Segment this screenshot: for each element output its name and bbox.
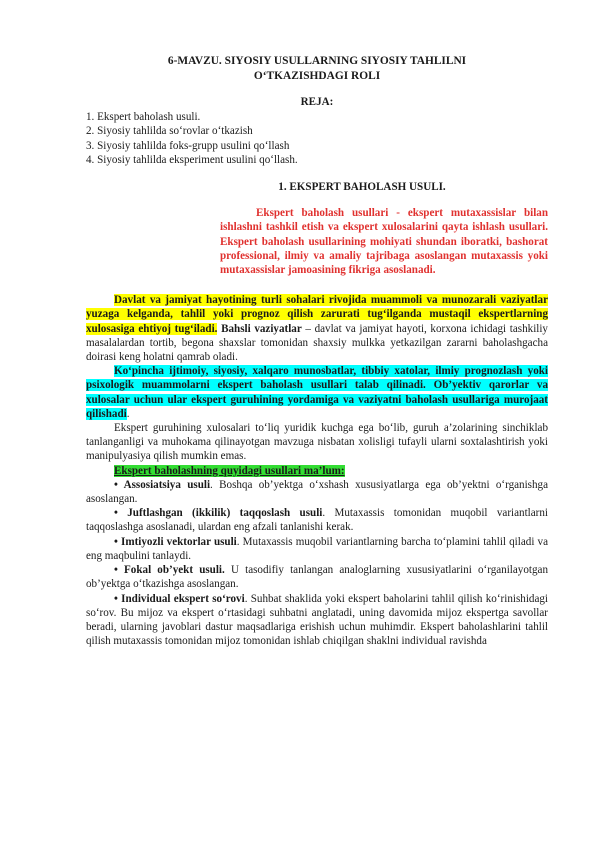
method-text: . Mutaxassis tomonidan muqobil variantlarni taqqoslashga asoslanadi, ulardan eng afzali tanlanishi kerak. <box>86 507 548 534</box>
title-line-2: O‘TKAZISHDAGI ROLI <box>253 69 381 82</box>
plan-list <box>86 110 548 167</box>
method-item <box>86 478 548 506</box>
method-name: • Imtiyozli vektorlar usuli <box>114 535 237 548</box>
paragraph-text: . <box>126 407 130 420</box>
method-text: . Boshqa ob’yektga o‘xshash xususiyatlarga ega ob’yektni o‘rganishga asoslangan. <box>86 478 549 506</box>
section-title: 1. EKSPERT BAHOLASH USULI. <box>278 181 446 194</box>
paragraph-1 <box>86 293 548 364</box>
method-item <box>86 506 548 534</box>
method-item <box>86 592 548 649</box>
method-name: • Fokal ob’yekt usuli. <box>114 564 225 577</box>
methods-heading-paragraph <box>86 464 548 478</box>
method-text: . Mutaxassis muqobil variantlarning barcha to‘plamini tahlil qiladi va eng maqbulini tanlaydi. <box>86 535 548 562</box>
method-item <box>86 563 548 591</box>
plan-item: 2. Siyosiy tahlilda so‘rovlar o‘tkazish <box>86 125 253 138</box>
methods-heading: Ekspert baholashning quyidagi usullari ma’lum: <box>114 464 345 477</box>
title-line-1: 6-MAVZU. SIYOSIY USULLARNING SIYOSIY TAHLILNI <box>167 55 467 67</box>
plan-item: 4. Siyosiy tahlilda eksperiment usulini qo‘llash. <box>86 153 298 166</box>
definition-block: Ekspert baholash usullari - ekspert mutaxassislar bilan ishlashni tashkil etish va ekspert xulosalarini qayta ishlash usullari. Ekspert baholash usullarining mohiyati shundan iboratki, bashorat professional, ilmiy va amaliy tajribaga asoslangan mutaxassis yoki mutaxassislar jamoasining fikriga asoslanadi. <box>220 207 548 277</box>
method-item <box>86 535 548 563</box>
highlighted-text: Davlat va jamiyat hayotining turli sohalari rivojida muammoli va munozarali vaziyatlar yuzaga kelganda, tahlil yoki prognoz qilish zarurati tug‘ilganda mustaqil ekspertlarning xulosasiga ehtiyoj tug‘iladi. <box>86 294 548 335</box>
method-text: U tasodifiy tanlangan analoglarning xususiyatlarini o‘rganilayotgan ob’yektga o‘tkazishga asoslangan. <box>86 564 548 591</box>
bold-term: Bahsli vaziyatlar <box>217 322 302 335</box>
method-name: • Individual ekspert so‘rovi <box>114 592 245 605</box>
method-name: • Juftlashgan (ikkilik) taqqoslash usuli <box>114 507 323 520</box>
method-name: • Assosiatsiya usuli <box>114 478 211 491</box>
paragraph-3: Ekspert guruhining xulosalari to‘liq yuridik kuchga ega bo‘lib, guruh a’zolarining sinchiklab tanlanganligi va muhokama qilinayotgan mavzuga nisbatan xolisligi tufayli ularni soxtalashtirish yoki manipulyasiya qilish mumkin emas. <box>86 422 548 463</box>
plan-item: 1. Ekspert baholash usuli. <box>86 111 201 124</box>
paragraph-2 <box>86 364 548 421</box>
plan-heading: REJA: <box>300 96 334 108</box>
paragraph-text: – davlat va jamiyat hayoti, korxona ichidagi tashkiliy masalalardan tortib, begona shaxslar tomonidan shaxsiy mulkka yetkazilgan zararni baholashgacha doirasi keng holatni qamrab oladi. <box>86 322 548 364</box>
method-text: . Suhbat shaklida yoki ekspert baholarini tahlil qilish ko‘rinishidagi so‘rov. Bu mijoz va ekspert o‘rtasidagi suhbatni anglatadi, uning davomida mijoz ekspertga savollar beradi, ularning javoblari dastur maqsadlariga erishish uchun muhimdir. Ekspert baholashlarini tahlil qilish mutaxassis tomonidan mijoz tomonidan ishlab chiqilgan shaklni individual ravishda <box>86 592 549 648</box>
highlighted-text: Ko‘pincha ijtimoiy, siyosiy, xalqaro munosbatlar, tibbiy xatolar, ilmiy prognozlash yoki psixologik muammolarni ekspert baholash usullari talab qilinadi. Ob’yektiv qarorlar va xulosalar uchun ular ekspert guruhining yordamiga va vaziyatni baholash usullariga murojaat qilishadi <box>86 365 548 420</box>
plan-item: 3. Siyosiy tahlilda foks-grupp usulini qo‘llash <box>86 139 290 152</box>
document-title <box>86 54 548 83</box>
